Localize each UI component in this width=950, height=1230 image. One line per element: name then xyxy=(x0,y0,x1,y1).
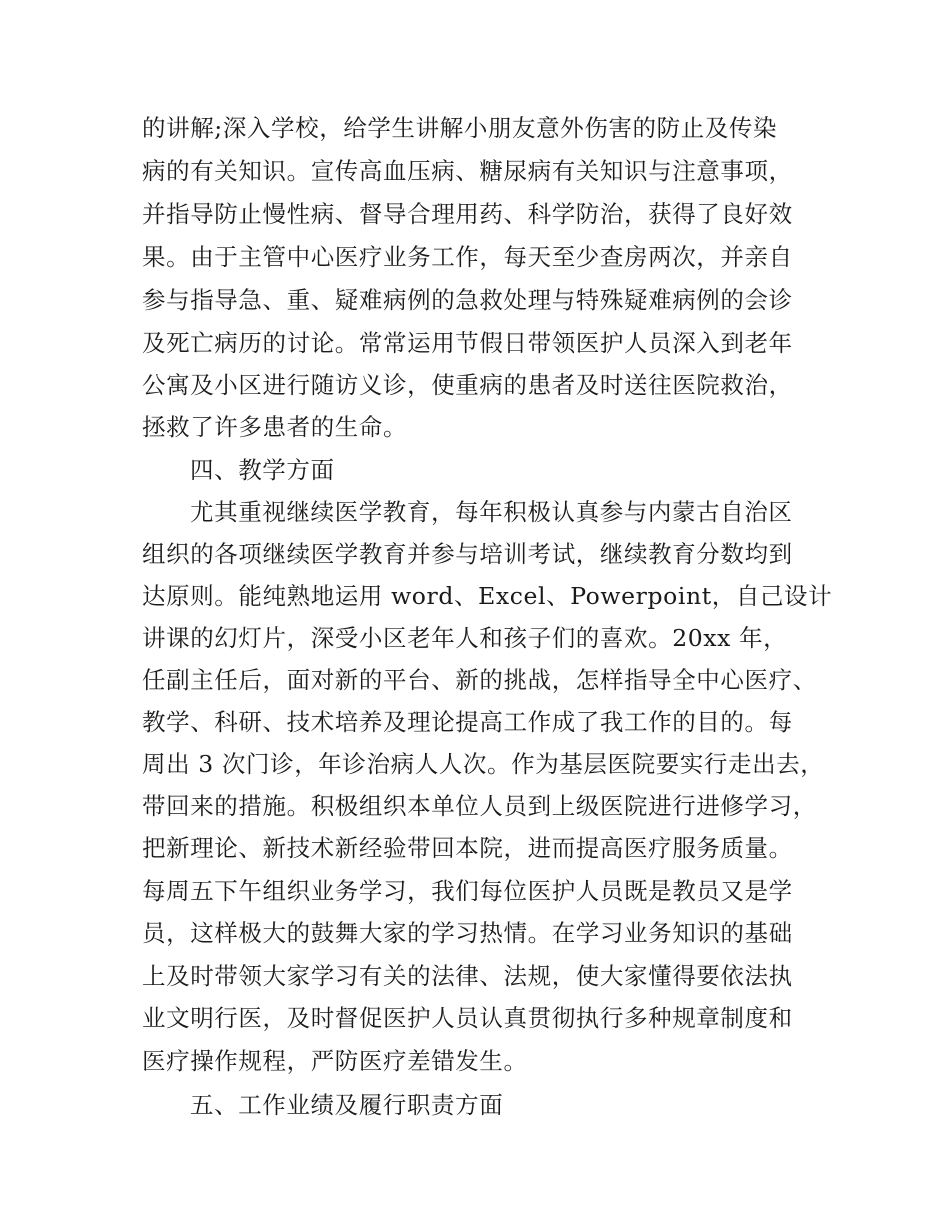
body-text-line: 组织的各项继续医学教育并参与培训考试，继续教育分数均到 xyxy=(142,540,793,568)
paragraph-first-line: 尤其重视继续医学教育，每年积极认真参与内蒙古自治区 xyxy=(190,498,793,526)
body-text-line: 及死亡病历的讨论。常常运用节假日带领医护人员深入到老年 xyxy=(142,329,793,357)
body-text-line: 讲课的幻灯片，深受小区老年人和孩子们的喜欢。20xx 年， xyxy=(142,624,788,652)
body-text-line: 达原则。能纯熟地运用 word、Excel、Powerpoint，自己设计 xyxy=(142,582,833,610)
body-text-line: 的讲解;深入学校，给学生讲解小朋友意外伤害的防止及传染 xyxy=(142,114,778,142)
body-text-line: 公寓及小区进行随访义诊，使重病的患者及时送往医院救治， xyxy=(142,371,793,399)
body-text-line: 医疗操作规程，严防医疗差错发生。 xyxy=(142,1047,528,1075)
body-text-line: 上及时带领大家学习有关的法律、法规，使大家懂得要依法执 xyxy=(142,962,793,990)
body-text-line: 每周五下午组织业务学习，我们每位医护人员既是教员又是学 xyxy=(142,877,793,905)
section-heading: 四、教学方面 xyxy=(190,456,335,484)
body-text-line: 病的有关知识。宣传高血压病、糖尿病有关知识与注意事项， xyxy=(142,157,793,185)
body-text-line: 任副主任后，面对新的平台、新的挑战，怎样指导全中心医疗、 xyxy=(142,666,817,694)
body-text-line: 果。由于主管中心医疗业务工作，每天至少查房两次，并亲自 xyxy=(142,243,793,271)
body-text-line: 带回来的措施。积极组织本单位人员到上级医院进行进修学习， xyxy=(142,792,817,820)
section-heading: 五、工作业绩及履行职责方面 xyxy=(190,1091,504,1119)
body-text-line: 参与指导急、重、疑难病例的急救处理与特殊疑难病例的会诊 xyxy=(142,286,793,314)
body-text-line: 业文明行医，及时督促医护人员认真贯彻执行多种规章制度和 xyxy=(142,1004,793,1032)
body-text-line: 并指导防止慢性病、督导合理用药、科学防治，获得了良好效 xyxy=(142,200,793,228)
body-text-line: 周出 3 次门诊，年诊治病人人次。作为基层医院要实行走出去， xyxy=(142,750,825,778)
body-text-line: 员，这样极大的鼓舞大家的学习热情。在学习业务知识的基础 xyxy=(142,919,793,947)
body-text-line: 教学、科研、技术培养及理论提高工作成了我工作的目的。每 xyxy=(142,708,793,736)
body-text-line: 拯救了许多患者的生命。 xyxy=(142,413,408,441)
body-text-line: 把新理论、新技术新经验带回本院，进而提高医疗服务质量。 xyxy=(142,834,793,862)
